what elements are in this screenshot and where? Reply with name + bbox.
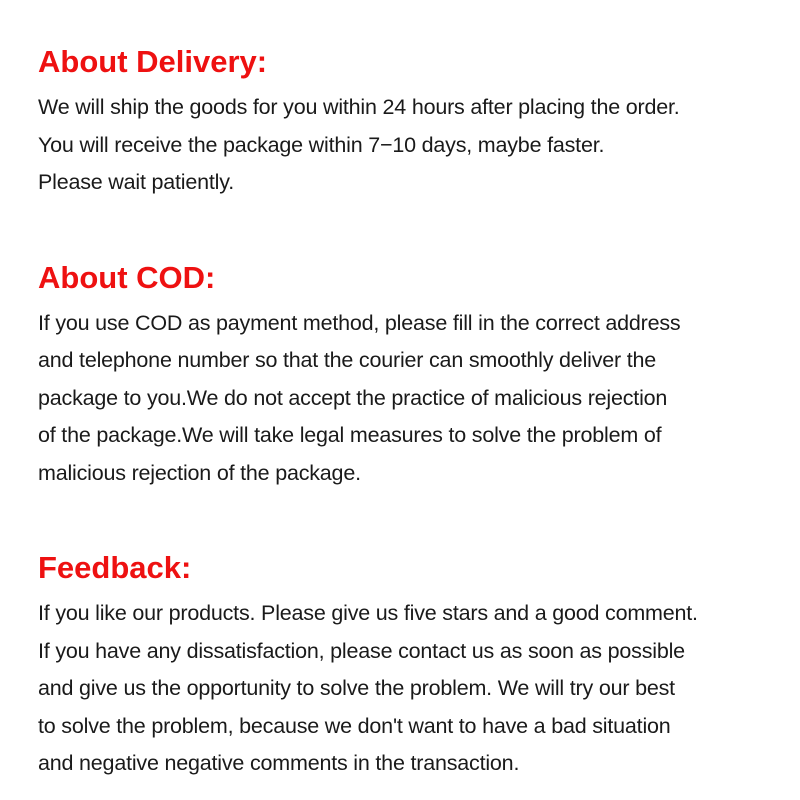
- section-feedback: [38, 550, 764, 783]
- text-line: and give us the opportunity to solve the problem. We will try our best: [38, 676, 675, 700]
- about-cod-paragraph: [38, 305, 764, 493]
- about-delivery-paragraph: [38, 89, 764, 202]
- text-line: If you use COD as payment method, please fill in the correct address: [38, 310, 681, 335]
- text-line: Please wait patiently.: [38, 170, 234, 194]
- text-line: and telephone number so that the courier can smoothly deliver the: [38, 348, 657, 372]
- feedback-heading: Feedback:: [38, 550, 192, 585]
- feedback-paragraph: [38, 595, 764, 783]
- text-line: to solve the problem, because we don't want to have a bad situation: [38, 713, 671, 738]
- section-about-delivery: [38, 44, 764, 202]
- section-about-cod: [38, 260, 764, 493]
- text-line: If you have any dissatisfaction, please contact us as soon as possible: [38, 638, 685, 663]
- text-line: package to you.We do not accept the practice of malicious rejection: [38, 385, 668, 410]
- text-line: We will ship the goods for you within 24 hours after placing the order.: [38, 95, 680, 119]
- text-line: of the package.We will take legal measures to solve the problem of: [38, 423, 662, 447]
- about-delivery-heading: About Delivery:: [38, 44, 268, 79]
- about-cod-heading: About COD:: [38, 259, 216, 295]
- text-line: If you like our products. Please give us five stars and a good comment.: [38, 601, 698, 625]
- text-line: You will receive the package within 7−10 days, maybe faster.: [38, 132, 605, 157]
- text-line: malicious rejection of the package.: [38, 460, 361, 485]
- text-line: and negative negative comments in the transaction.: [38, 751, 520, 775]
